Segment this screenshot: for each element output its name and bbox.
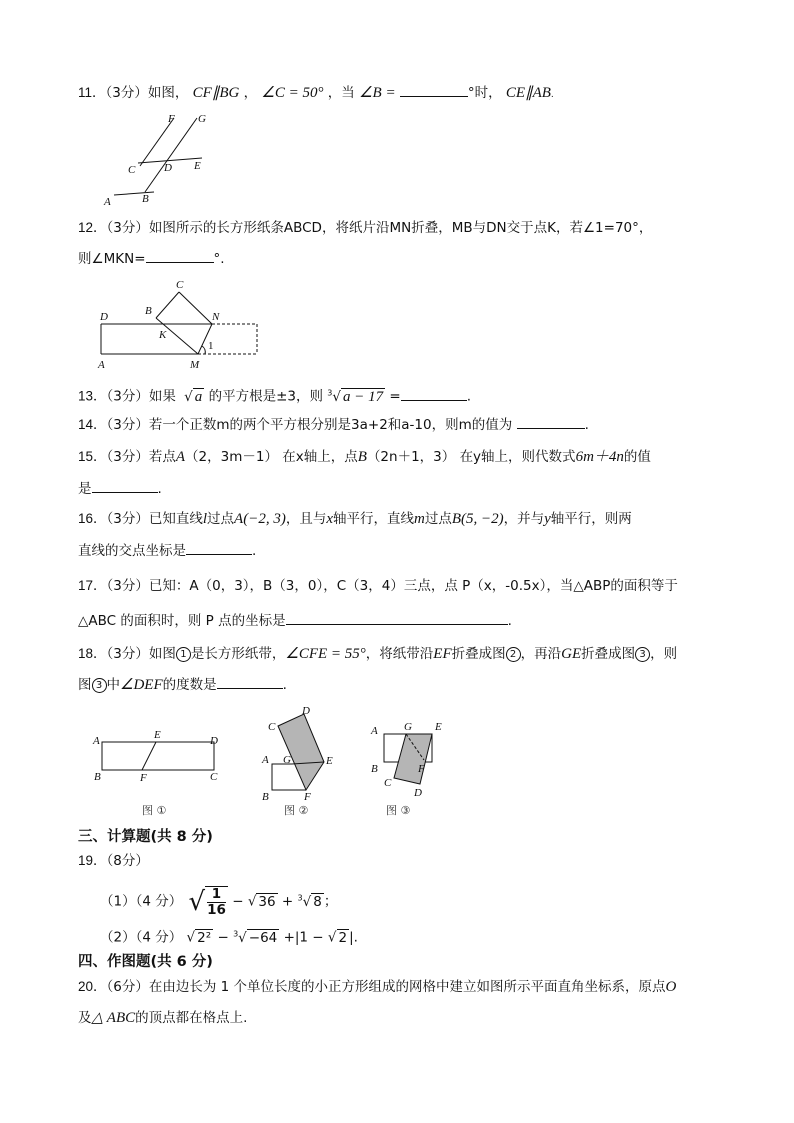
question-17: [78, 576, 678, 596]
question-number: 13．: [78, 388, 107, 404]
figure-3: [370, 721, 442, 817]
label-b: B: [94, 771, 101, 783]
question-18: [78, 644, 677, 664]
label-d: D: [302, 705, 310, 717]
text: .: [252, 543, 257, 559]
edge-cn: [179, 292, 212, 324]
label-f: F: [304, 791, 311, 803]
text: ，且与: [285, 511, 327, 527]
question-number: 18．: [78, 646, 107, 661]
label-f: F: [418, 763, 425, 775]
text: ，再沿: [520, 646, 562, 662]
label-b: B: [145, 305, 152, 317]
label-c: C: [384, 777, 392, 789]
score: （3分）: [106, 449, 149, 465]
text: °.: [213, 251, 225, 267]
math-angle: ∠CFE = 55°: [285, 646, 366, 662]
text: 则∠MKN=: [78, 251, 146, 267]
text: 及: [78, 1010, 92, 1026]
label-f: F: [140, 772, 147, 784]
text: ；: [323, 893, 338, 910]
question-11: [78, 82, 554, 105]
line-bg: [145, 118, 197, 192]
point-a: A: [175, 449, 186, 465]
text: .: [466, 388, 472, 405]
answer-blank[interactable]: [401, 386, 467, 401]
sqrt-2-squared: √ 2²: [186, 929, 212, 946]
question-14: [78, 414, 589, 435]
text: 的平方根是±3，则: [208, 388, 323, 405]
text: .: [550, 90, 554, 100]
answer-blank[interactable]: [217, 674, 283, 689]
text: 如图所示的长方形纸条ABCD，将纸片沿MN折叠，MB与DN交于点K，若∠1=70°，: [148, 220, 653, 236]
text: △ABC 的面积时，则 P 点的坐标是: [78, 613, 286, 629]
label-k: K: [159, 329, 167, 341]
text: 如图，: [147, 85, 189, 101]
text: 在由边长为 1 个单位长度的小正方形组成的网格中建立如图所示平面直角坐标系，原点: [148, 979, 666, 995]
coordinate: （2，3m－1）: [185, 449, 278, 465]
label-g: G: [404, 721, 412, 733]
section-heading-3: 三、计算题(共 8 分): [78, 829, 213, 845]
label-e: E: [154, 729, 161, 741]
segment-ge: GE: [561, 646, 582, 662]
answer-blank[interactable]: [286, 610, 508, 625]
text: °时，: [467, 85, 502, 101]
radicand: 2: [338, 929, 348, 946]
text: 若点: [148, 449, 176, 465]
part-label: （2）（4 分）: [100, 929, 183, 946]
origin-o: O: [665, 979, 677, 995]
label-g: G: [198, 113, 206, 125]
label-e: E: [194, 160, 201, 172]
point-b: B(5, −2): [451, 511, 504, 527]
label-b: B: [262, 791, 269, 803]
text: .: [157, 481, 162, 497]
question-number: 19．: [78, 853, 107, 868]
text: 如果: [148, 388, 176, 405]
label-e: E: [435, 721, 442, 733]
label-b: B: [142, 193, 149, 205]
coordinate: （2n＋1，3）: [366, 449, 456, 465]
expression: 6m＋4n: [575, 449, 624, 465]
question-number: 20．: [78, 979, 107, 994]
label-m: M: [190, 359, 200, 371]
answer-blank[interactable]: [146, 248, 214, 263]
abs-open: +|1 −: [283, 929, 324, 946]
question-number: 16．: [78, 511, 107, 526]
math-angle: ∠DEF: [120, 677, 163, 693]
label-c: C: [128, 164, 136, 176]
axis-x: x: [326, 511, 333, 527]
math-angle: ∠B =: [359, 85, 396, 101]
text: 在x轴上，点: [282, 449, 358, 465]
text: =: [389, 388, 401, 405]
abs-close: |.: [349, 929, 358, 946]
answer-blank[interactable]: [517, 414, 585, 429]
caption-1: 图 ①: [142, 804, 167, 817]
math-conclusion: CE∥AB: [505, 85, 551, 101]
question-16-line2: [78, 540, 256, 561]
label-c: C: [268, 721, 276, 733]
question-number: 12．: [78, 220, 107, 235]
text: ，: [243, 85, 258, 101]
text: 折叠成图: [581, 646, 636, 662]
label-c: C: [210, 771, 218, 783]
root-index: 3: [327, 388, 333, 397]
text: 直线的交点坐标是: [78, 543, 186, 559]
score: （3分）: [106, 511, 149, 527]
sqrt-2: √ 2: [327, 929, 348, 946]
text: 折叠成图: [451, 646, 506, 662]
answer-blank[interactable]: [186, 540, 252, 555]
text: ，并与: [503, 511, 545, 527]
score: （3分）: [105, 85, 148, 101]
score: （3分）: [106, 646, 149, 662]
text: 过点: [207, 511, 235, 527]
line-m: m: [414, 511, 425, 527]
text: 已知直线: [148, 511, 203, 527]
edge-bc: [156, 292, 179, 318]
circled-3: 3: [635, 647, 650, 662]
question-18-line2: [78, 674, 287, 695]
text: 的值: [623, 449, 651, 465]
text: 是长方形纸带，: [190, 646, 286, 662]
text: 轴平行，则两: [550, 511, 632, 527]
question-19-part2: [100, 924, 358, 948]
question-19: [78, 851, 149, 871]
root-index: 3: [233, 929, 239, 938]
text: .: [507, 613, 512, 629]
part-label: （1）（4 分）: [100, 893, 183, 910]
math-condition: CF∥BG: [192, 85, 240, 101]
radicand: −64: [248, 929, 278, 946]
label-b: B: [371, 763, 378, 775]
label-a: A: [371, 725, 378, 737]
segment-ef: EF: [433, 646, 452, 662]
score: （3分）: [106, 417, 149, 433]
caption-2: 图 ②: [284, 804, 309, 817]
label-f: F: [168, 113, 175, 125]
question-20: [78, 977, 676, 997]
question-number: 17．: [78, 578, 107, 593]
text: 的度数是: [162, 677, 217, 693]
point-b: B: [357, 449, 367, 465]
denominator: 16: [207, 901, 226, 918]
folded-shade: [394, 734, 432, 784]
question-17-line2: [78, 610, 512, 631]
strip-rect: [102, 742, 214, 770]
caption-3: 图 ③: [386, 804, 411, 817]
radicand: 2²: [197, 929, 212, 946]
answer-blank[interactable]: [92, 478, 158, 493]
score: （3分）: [106, 578, 149, 594]
score: （3分）: [106, 220, 149, 236]
sqrt-36: √ 36: [247, 893, 276, 910]
radicand: 8: [313, 893, 322, 910]
triangle-abc: △ ABC: [91, 1010, 136, 1026]
operator: −: [232, 893, 244, 910]
text: 若一个正数m的两个平方根分别是3a+2和a-10，则m的值为: [148, 417, 513, 433]
section-heading-4: 四、作图题(共 6 分): [78, 954, 213, 970]
text: 的顶点都在格点上.: [135, 1010, 248, 1026]
question-12: [78, 218, 652, 238]
radicand: 36: [258, 893, 276, 910]
text: 是: [78, 481, 92, 497]
text: 轴平行，直线: [333, 511, 414, 527]
label-1: 1: [208, 340, 214, 352]
label-g: G: [283, 754, 291, 766]
math-condition: ∠C = 50°: [261, 85, 324, 101]
question-16: [78, 509, 632, 529]
figure-q11: [96, 110, 236, 210]
angle-1-arc: [202, 346, 205, 354]
circled-2: 2: [506, 647, 521, 662]
cube-root: $^3$√ a − 17: [327, 388, 384, 405]
text: 过点: [424, 511, 452, 527]
answer-blank[interactable]: [400, 82, 468, 97]
line-l: l: [202, 511, 208, 527]
score: （8分）: [106, 853, 149, 869]
radicand: a: [194, 388, 203, 405]
text: 已知：A（0，3），B（3，0），C（3，4）三点，点 P（x，-0.5x），当△ABP的面积等于: [148, 578, 678, 594]
root-index: 3: [297, 893, 303, 902]
question-number: 14．: [78, 417, 107, 432]
label-a: A: [93, 735, 100, 747]
text: .: [282, 677, 287, 693]
text: .: [584, 417, 589, 433]
circled-3: 3: [92, 678, 107, 693]
text: ，则: [650, 646, 678, 662]
text: 在y轴上，则代数式: [459, 449, 576, 465]
score: （3分）: [106, 388, 149, 405]
label-a: A: [98, 359, 105, 371]
radicand: a − 17: [342, 388, 384, 405]
label-a: A: [262, 754, 269, 766]
figure-q12: [96, 276, 266, 372]
sqrt-a: √ a: [184, 388, 203, 405]
label-d: D: [414, 787, 422, 799]
question-15-line2: [78, 478, 162, 499]
label-d: D: [164, 162, 172, 174]
label-n: N: [212, 311, 220, 323]
question-13: [78, 383, 471, 407]
score: （6分）: [106, 979, 149, 995]
question-number: 11．: [78, 85, 106, 100]
figure-q18: [90, 706, 450, 822]
question-12-line2: [78, 248, 225, 269]
cube-root-neg64: $^3$√ −64: [233, 929, 278, 946]
text: 如图: [148, 646, 176, 662]
text: ，当: [327, 85, 355, 101]
operator: +: [281, 893, 294, 910]
question-19-part1: [100, 878, 337, 918]
axis-y: y: [544, 511, 551, 527]
numerator: 1: [207, 887, 226, 903]
label-e: E: [326, 755, 333, 767]
text: 图: [78, 677, 92, 693]
figure-2: [261, 705, 333, 817]
label-d: D: [100, 311, 108, 323]
line-ef: [142, 742, 156, 770]
label-c: C: [176, 279, 184, 291]
text: ，将纸带沿: [365, 646, 434, 662]
folded-shade: [278, 714, 324, 790]
label-a: A: [104, 196, 111, 208]
cube-root-8: $^3$√ 8: [297, 893, 322, 910]
point-a: A(−2, 3): [234, 511, 286, 527]
operator: −: [217, 929, 229, 946]
label-d: D: [210, 735, 218, 747]
question-15: [78, 447, 651, 467]
text: 中: [106, 677, 120, 693]
sqrt-fraction: √ $\frac{1}{16}$: [188, 885, 226, 918]
figure-1: [92, 729, 218, 817]
circled-1: 1: [176, 647, 191, 662]
question-number: 15．: [78, 449, 107, 464]
question-20-line2: [78, 1008, 247, 1028]
